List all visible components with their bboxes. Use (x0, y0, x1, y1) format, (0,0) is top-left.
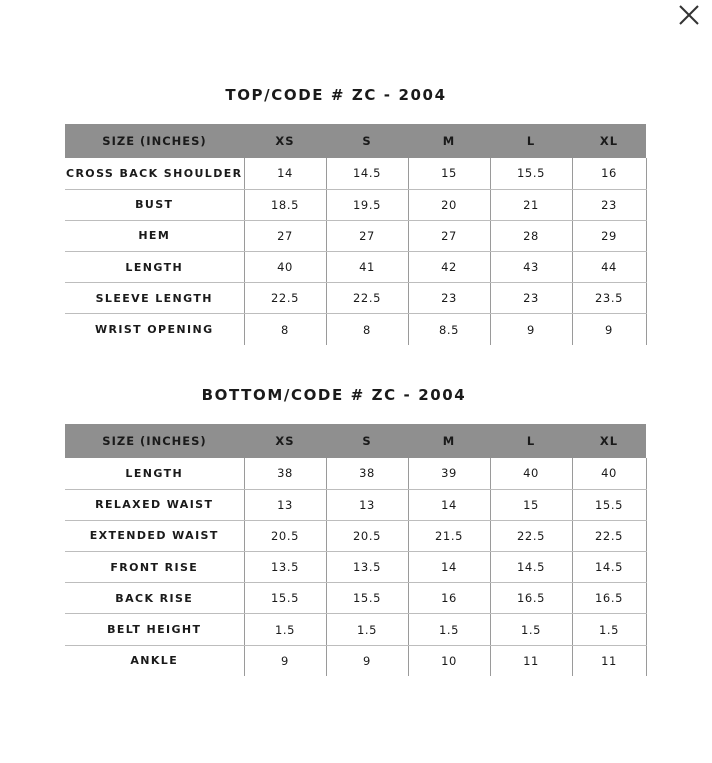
table-cell: 9 (572, 314, 646, 345)
table-row (65, 158, 646, 189)
table-row (65, 645, 646, 676)
table-cell: 42 (408, 252, 490, 283)
table-cell: 9 (326, 645, 408, 676)
table-cell: 40 (572, 458, 646, 489)
table-cell: 15.5 (490, 158, 572, 189)
table-cell: 41 (326, 252, 408, 283)
table-cell: 21 (490, 189, 572, 220)
table-cell: 29 (572, 220, 646, 251)
table-cell: 22.5 (490, 520, 572, 551)
table-cell: 23 (572, 189, 646, 220)
table-cell: 10 (408, 645, 490, 676)
table-header-row (65, 424, 646, 458)
table-cell: 44 (572, 252, 646, 283)
table-row (65, 552, 646, 583)
table-cell: 15.5 (326, 583, 408, 614)
table-cell: 13 (326, 489, 408, 520)
table-cell: 14.5 (326, 158, 408, 189)
row-label: FRONT RISE (65, 552, 244, 583)
table-cell: 1.5 (572, 614, 646, 645)
table-cell: 40 (490, 458, 572, 489)
table-row (65, 614, 646, 645)
table-cell: 23 (490, 283, 572, 314)
table-row (65, 520, 646, 551)
table-row (65, 489, 646, 520)
table-row (65, 189, 646, 220)
row-label: BACK RISE (65, 583, 244, 614)
header-cell: M (442, 434, 456, 448)
close-button[interactable] (676, 2, 702, 28)
table-cell: 22.5 (572, 520, 646, 551)
table-cell: 20.5 (326, 520, 408, 551)
table-cell: 8 (326, 314, 408, 345)
header-cell: SIZE (INCHES) (102, 434, 207, 448)
header-cell: XL (599, 434, 619, 448)
table-cell: 15 (490, 489, 572, 520)
table-cell: 22.5 (244, 283, 326, 314)
table-row (65, 252, 646, 283)
row-label: LENGTH (65, 458, 244, 489)
table-cell: 13.5 (244, 552, 326, 583)
table-cell: 22.5 (326, 283, 408, 314)
table-cell: 18.5 (244, 189, 326, 220)
table-cell: 38 (244, 458, 326, 489)
table-cell: 16.5 (490, 583, 572, 614)
table-cell: 9 (244, 645, 326, 676)
header-cell: XS (275, 434, 295, 448)
header-cell: L (526, 434, 536, 448)
table-cell: 15.5 (572, 489, 646, 520)
table-cell: 21.5 (408, 520, 490, 551)
table-cell: 8 (244, 314, 326, 345)
table-cell: 14 (408, 489, 490, 520)
table-row (65, 314, 646, 345)
close-icon (676, 2, 702, 28)
header-cell: XL (599, 134, 619, 148)
table-row (65, 458, 646, 489)
row-label: LENGTH (65, 252, 244, 283)
table-cell: 16 (572, 158, 646, 189)
table-cell: 1.5 (326, 614, 408, 645)
header-cell: L (526, 134, 536, 148)
row-label: EXTENDED WAIST (65, 520, 244, 551)
table-cell: 1.5 (490, 614, 572, 645)
header-cell: S (362, 434, 372, 448)
table-cell: 20.5 (244, 520, 326, 551)
table-cell: 15.5 (244, 583, 326, 614)
table-cell: 14 (408, 552, 490, 583)
top-table-title: TOP/CODE # ZC - 2004 (225, 86, 447, 104)
table-cell: 1.5 (244, 614, 326, 645)
header-cell: S (362, 134, 372, 148)
row-label: CROSS BACK SHOULDER (65, 158, 244, 189)
table-cell: 16 (408, 583, 490, 614)
table-cell: 23.5 (572, 283, 646, 314)
header-cell: XS (275, 134, 295, 148)
table-cell: 20 (408, 189, 490, 220)
row-label: HEM (65, 220, 244, 251)
table-cell: 11 (572, 645, 646, 676)
table-cell: 27 (408, 220, 490, 251)
table-cell: 11 (490, 645, 572, 676)
table-cell: 1.5 (408, 614, 490, 645)
table-cell: 16.5 (572, 583, 646, 614)
row-label: RELAXED WAIST (65, 489, 244, 520)
table-cell: 14 (244, 158, 326, 189)
row-label: WRIST OPENING (94, 323, 214, 337)
table-cell: 38 (326, 458, 408, 489)
table-header-row (65, 124, 646, 158)
header-cell: M (442, 134, 456, 148)
top-size-table (65, 124, 647, 345)
table-cell: 23 (408, 283, 490, 314)
table-cell: 9 (490, 314, 572, 345)
table-cell: 27 (326, 220, 408, 251)
bottom-table-title: BOTTOM/CODE # ZC - 2004 (201, 386, 467, 404)
row-label: BELT HEIGHT (65, 614, 244, 645)
table-cell: 13.5 (326, 552, 408, 583)
table-cell: 8.5 (408, 314, 490, 345)
table-cell: 40 (244, 252, 326, 283)
table-row (65, 220, 646, 251)
table-row (65, 583, 646, 614)
table-cell: 28 (490, 220, 572, 251)
table-cell: 27 (244, 220, 326, 251)
table-cell: 43 (490, 252, 572, 283)
table-cell: 39 (408, 458, 490, 489)
table-row (65, 283, 646, 314)
header-cell: SIZE (INCHES) (102, 134, 207, 148)
row-label: ANKLE (130, 654, 179, 668)
bottom-size-table (65, 424, 647, 676)
table-cell: 15 (408, 158, 490, 189)
table-cell: 19.5 (326, 189, 408, 220)
row-label: SLEEVE LENGTH (65, 283, 244, 314)
table-cell: 14.5 (572, 552, 646, 583)
row-label: BUST (65, 189, 244, 220)
table-cell: 13 (244, 489, 326, 520)
table-cell: 14.5 (490, 552, 572, 583)
